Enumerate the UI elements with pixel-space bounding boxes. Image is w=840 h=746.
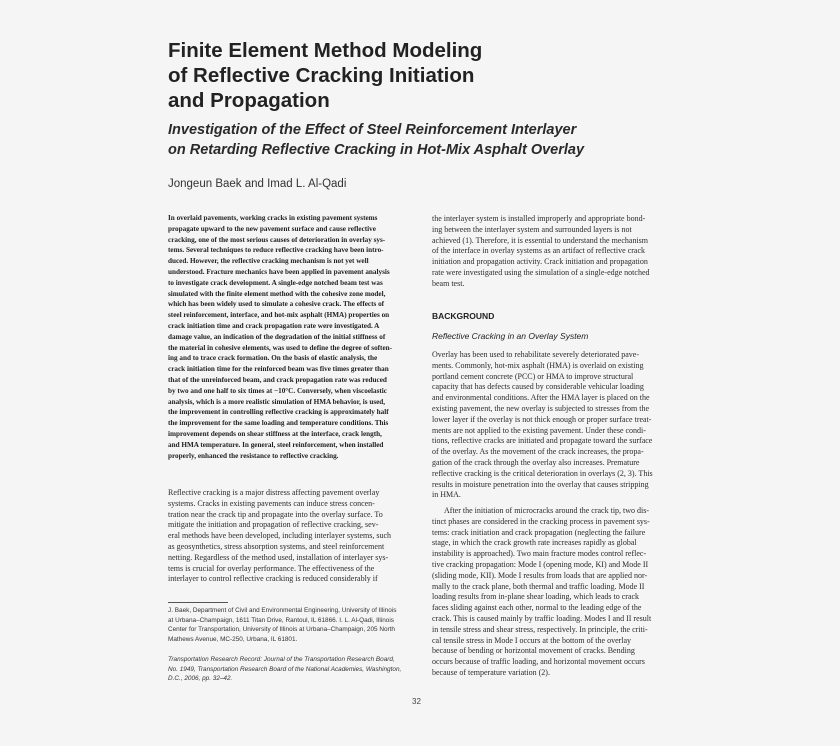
text-line: the material in cohesive elements, was used to define the degree of soften- — [168, 343, 393, 352]
text-line: understood. Fracture mechanics have been applied in pavement analysis — [168, 267, 390, 276]
text-line: duced. However, the reflective cracking mechanism is not yet well — [168, 257, 369, 266]
introduction — [168, 488, 408, 585]
text-line: portland cement concrete (PCC) or HMA to improve structural — [432, 371, 634, 381]
text-line: lower layer if the overlay is not thick enough or proper surface treat- — [432, 414, 652, 424]
text-line: crack initiation time and crack propagation rate were investigated. A — [168, 321, 380, 330]
text-line: steel reinforcement, interface, and hot-mix asphalt (HMA) properties on — [168, 311, 390, 320]
text-line: Transportation Research Record: Journal of the Transportation Research Board, — [168, 656, 395, 663]
text-line: Reflective cracking is a major distress affecting pavement overlay — [168, 488, 380, 497]
text-line: of the overlay. As the movement of the crack increases, the propa- — [432, 447, 644, 457]
text-line: crack initiation time for the reinforced beam was five times greater than — [168, 365, 389, 374]
text-line: netting. Regardless of the method used, installation of interlayer sys- — [168, 552, 389, 562]
text-line: because of temperature variation (2). — [432, 667, 550, 677]
text-line: Mathews Avenue, MC-250, Urbana, IL 61801. — [168, 635, 298, 643]
text-line: the improvement for the same loading and temperature conditions. This — [168, 419, 389, 428]
section-heading-background: BACKGROUND — [432, 311, 495, 321]
text-line: Overlay has been used to rehabilitate severely deteriorated pave- — [432, 350, 640, 359]
text-line: tions, reflective cracks are initiated and propagate toward the surface — [432, 436, 653, 446]
intro-paragraph — [168, 488, 408, 585]
background-paragraph — [432, 506, 676, 679]
text-line: to investigate crack development. A single-edge notched beam test was — [168, 278, 383, 287]
intro-continued — [432, 214, 676, 290]
text-line: ing between the interlayer system and surrounded layers is not — [432, 224, 632, 234]
text-line: in tensile stress and shear stress, respectively. In principle, the criti- — [432, 624, 648, 634]
subtitle-line: Investigation of the Effect of Steel Reinforcement Interlayer — [168, 122, 577, 138]
text-line: D.C., 2006, pp. 32–42. — [168, 675, 233, 683]
text-line: of the interface in overlay systems as an artifact of reflective crack — [432, 246, 646, 256]
text-line: loading results from in-plane shear loading, which leads to crack — [432, 592, 640, 602]
abstract — [168, 213, 408, 461]
text-line: instability is approached). Two main fracture modes control reflec- — [432, 549, 647, 559]
text-line: mitigate the initiation and propagation of reflective cracking, sev- — [168, 520, 379, 530]
abstract-paragraph — [168, 213, 408, 461]
text-line: the improvement in controlling reflective cracking is approximately half — [168, 408, 389, 417]
text-line: ments. Commonly, hot-mix asphalt (HMA) is overlaid on existing — [432, 360, 644, 370]
text-line: improvement depends on shear stiffness at the interface, crack length, — [168, 429, 382, 438]
text-line: cracking, one of the most serious causes of deterioration in overlay sys- — [168, 235, 386, 244]
text-line: crack. This is caused mainly by traffic loading. Modes I and II result — [432, 613, 652, 623]
text-line: No. 1949, Transportation Research Board of the National Academies, Washington, — [168, 665, 402, 673]
text-line: rate were investigated using the simulation of a single-edge notched — [432, 267, 650, 277]
text-line: tems. Several techniques to reduce reflective cracking have been intro- — [168, 246, 384, 255]
paper-subtitle — [168, 120, 748, 160]
text-line: existing pavement, the new overlay is subjected to stresses from the — [432, 403, 650, 413]
text-line: (sliding mode, KII). Mode I results from loads that are applied nor- — [432, 570, 648, 580]
text-line: tive cracking propagation: Mode I (opening mode, KI) and Mode II — [432, 559, 649, 569]
text-line: the interlayer system is installed improperly and appropriate bond- — [432, 214, 646, 223]
text-line: faces sliding against each other, normal to the leading edge of the — [432, 603, 642, 613]
text-line: gation of the crack through the overlay also increases. Premature — [432, 457, 640, 467]
text-line: J. Baek, Department of Civil and Environmental Engineering, University of Illinois — [168, 607, 397, 614]
text-line: beam test. — [432, 278, 465, 288]
text-line: properly, enhanced the resistance to reflective cracking. — [168, 451, 339, 460]
journal-citation — [168, 655, 410, 684]
text-line: tration near the crack tip and propagate into the overlay surface. To — [168, 509, 383, 519]
text-line: because of bending or horizontal movement of cracks. Bending — [432, 646, 635, 656]
background-paragraph-2 — [432, 506, 676, 679]
text-line: tems: crack initiation and crack propagation (neglecting the failure — [432, 527, 646, 537]
text-line: damage value, an indication of the degradation of the initial stiffness of — [168, 332, 386, 341]
text-line: and environmental conditions. After the HMA layer is placed on the — [432, 393, 650, 403]
text-line: in HMA. — [432, 490, 461, 500]
text-line: which has been widely used to simulate a cohesive crack. The effects of — [168, 300, 385, 309]
text-line: initiation and propagation activity. Crack initiation and propagation — [432, 257, 648, 267]
text-line: In overlaid pavements, working cracks in existing pavement systems — [168, 214, 378, 222]
text-line: at Urbana–Champaign, 1611 Titan Drive, Rantoul, IL 61866. I. L. Al-Qadi, Illinois — [168, 616, 394, 624]
text-line: analysis, which is a more realistic simulation of HMA behavior, is used, — [168, 397, 386, 406]
subsection-heading-reflective-cracking: Reflective Cracking in an Overlay System — [432, 331, 589, 341]
background-paragraph — [432, 350, 676, 501]
text-line: cal tensile stress in Mode I occurs at the bottom of the overlay — [432, 635, 632, 645]
text-line: After the initiation of microcracks around the crack tip, two dis- — [444, 506, 650, 515]
text-line: simulated with the finite element method with the cohesive zone model, — [168, 289, 386, 298]
text-line: eral methods have been developed, including interlayer systems, such — [168, 531, 392, 541]
text-line: results in moisture penetration into the overlay that causes stripping — [432, 479, 649, 489]
text-line: capacity that has defects caused by considerable vehicular loading — [432, 382, 644, 392]
paper-title — [168, 38, 728, 113]
intro-continued-paragraph — [432, 214, 676, 290]
text-line: ing and to trace crack formation. On the basis of elastic analysis, the — [168, 354, 378, 363]
text-line: by two and one half to six times at −10°C. Conversely, when viscoelastic — [168, 386, 387, 395]
text-line: tems is crucial for overlay performance. The effectiveness of the — [168, 563, 375, 573]
text-line: reflective cracking is the critical deterioration in overlays (2, 3). This — [432, 468, 653, 478]
subtitle-line: on Retarding Reflective Cracking in Hot-Mix Asphalt Overlay — [168, 142, 585, 158]
text-line: mally to the crack plane, both thermal and traffic loading. Mode II — [432, 581, 645, 591]
text-line: ments are not applied to the existing pavement. Under these condi- — [432, 425, 646, 435]
text-line: as geosynthetics, stress absorption systems, and steel reinforcement — [168, 541, 385, 551]
author-affiliation — [168, 606, 410, 644]
background-paragraph-1 — [432, 350, 676, 501]
text-line: achieved (1). Therefore, it is essential to understand the mechanism — [432, 235, 648, 245]
text-line: interlayer to control reflective cracking is reduced considerably if — [168, 574, 378, 584]
text-line: Center for Transportation, University of Illinois at Urbana–Champaign, 205 North — [168, 626, 395, 634]
title-line: Finite Element Method Modeling — [168, 39, 483, 62]
text-line: that of the unreinforced beam, and crack propagation rate was reduced — [168, 375, 387, 384]
text-line: occurs because of traffic loading, and horizontal movement occurs — [432, 657, 645, 667]
authors: Jongeun Baek and Imad L. Al-Qadi — [168, 178, 347, 190]
text-line: propagate upward to the new pavement surface and cause reflective — [168, 224, 376, 233]
text-line: stage, in which the crack growth rate increases rapidly as global — [432, 538, 637, 548]
text-line: systems. Cracks in existing pavements can induce stress concen- — [168, 498, 375, 508]
page-number: 32 — [412, 697, 421, 706]
text-line: tinct phases are considered in the cracking process in pavement sys- — [432, 516, 650, 526]
footnote-rule — [168, 602, 228, 603]
title-line: of Reflective Cracking Initiation — [168, 64, 475, 87]
title-line: and Propagation — [168, 89, 330, 112]
text-line: and HMA temperature. In general, steel reinforcement, when installed — [168, 440, 384, 449]
